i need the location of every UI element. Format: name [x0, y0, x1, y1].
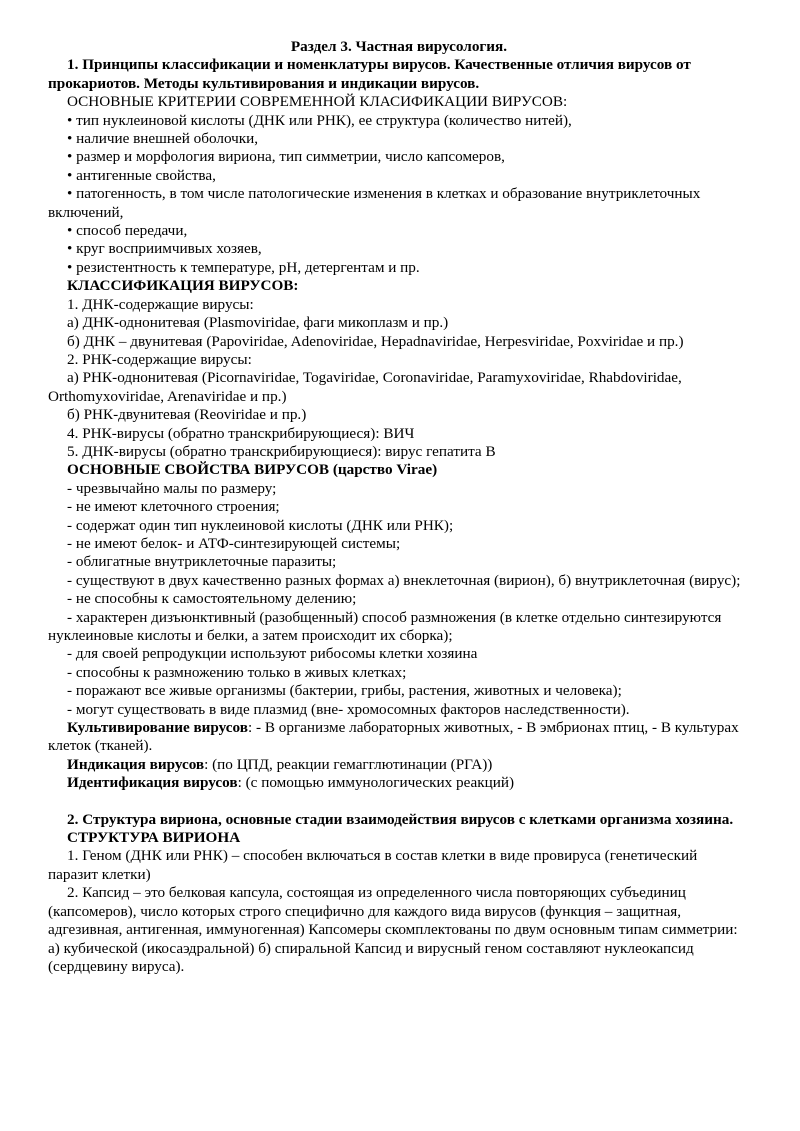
classification-item: 2. РНК-содержащие вирусы: [67, 350, 252, 368]
property-item: - не имеют белок- и АТФ-синтезирующей системы; [67, 534, 401, 552]
classification-item: а) ДНК-однонитевая (Plasmoviridae, фаги микоплазм и пр.) [67, 314, 449, 332]
cultivation-label: Культивирование вирусов [67, 719, 248, 737]
classification-item: б) ДНК – двунитевая (Papoviridae, Adenoviridae, Hepadnaviridae, Herpesviridae, Poxviridae и пр.) [67, 332, 684, 350]
criteria-item: • круг восприимчивых хозяев, [67, 240, 262, 258]
identification-text: : (с помощью иммунологических реакций) [237, 774, 515, 792]
structure-item: 2. Капсид – это белковая капсула, состоящая из определенного числа повторяющих субъединиц (капсомеров), число которых строго специфично для каждого вида вирусов (функция – защитная, адгезивная, антигенная, иммуногенная) Капсомеры скомплектованы по двум основным типам симметрии: а) кубической (икосаэдральной) б) спиральной Капсид и вирусный геном составляют нуклеокапсид (сердцевину вируса). [48, 884, 738, 975]
criteria-item: • антигенные свойства, [67, 166, 216, 184]
property-item: - облигатные внутриклеточные паразиты; [67, 553, 337, 571]
property-item: - характерен дизъюнктивный (разобщенный) способ размножения (в клетке отдельно синтезируются нуклеиновые кислоты и белки, а затем происходит их сборка); [48, 608, 722, 644]
property-item: - поражают все живые организмы (бактерии, грибы, растения, животных и человека); [67, 682, 622, 700]
property-item: - существуют в двух качественно разных формах а) внеклеточная (вирион), б) внутриклеточная (вирус); [67, 571, 741, 589]
criteria-item: • наличие внешней оболочки, [67, 130, 259, 148]
indication-paragraph [48, 756, 750, 774]
q1-heading: 1. Принципы классификации и номенклатуры вирусов. Качественные отличия вирусов от прокариотов. Методы культивирования и индикации вирусов. [48, 56, 691, 92]
criteria-item: • способ передачи, [67, 222, 188, 240]
identification-paragraph [48, 774, 750, 792]
structure-title: СТРУКТУРА ВИРИОНА [67, 829, 241, 847]
identification-label: Идентификация вирусов [67, 774, 238, 792]
criteria-item: • тип нуклеиновой кислоты (ДНК или РНК), ее структура (количество нитей), [67, 111, 572, 129]
criteria-item: • размер и морфология вириона, тип симметрии, число капсомеров, [67, 148, 505, 166]
classification-item: 4. РНК-вирусы (обратно транскрибирующиеся): ВИЧ [67, 424, 415, 442]
cultivation-paragraph [48, 719, 750, 756]
classification-item: 5. ДНК-вирусы (обратно транскрибирующиеся): вирус гепатита B [67, 442, 496, 460]
properties-title: ОСНОВНЫЕ СВОЙСТВА ВИРУСОВ (царство Virae) [67, 461, 438, 479]
q2-heading: 2. Структура вириона, основные стадии взаимодействия вирусов с клетками организма хозяина. [67, 810, 734, 828]
criteria-title: ОСНОВНЫЕ КРИТЕРИИ СОВРЕМЕННОЙ КЛАСИФИКАЦИИ ВИРУСОВ: [67, 93, 568, 111]
property-item: - не имеют клеточного строения; [67, 498, 280, 516]
structure-item: 1. Геном (ДНК или РНК) – способен включаться в состав клетки в виде провируса (генетический паразит клетки) [48, 847, 698, 883]
property-item: - способны к размножению только в живых клетках; [67, 663, 407, 681]
classification-item: 1. ДНК-содержащие вирусы: [67, 295, 254, 313]
indication-text: : (по ЦПД, реакции гемагглютинации (РГА)) [204, 755, 493, 773]
classification-title: КЛАССИФИКАЦИЯ ВИРУСОВ: [67, 277, 299, 295]
property-item: - могут существовать в виде плазмид (вне- хромосомных факторов наследственности). [67, 700, 630, 718]
section-title: Раздел 3. Частная вирусология. [290, 38, 508, 55]
criteria-item: • резистентность к температуре, pH, детергентам и пр. [67, 258, 420, 276]
classification-item: а) РНК-однонитевая (Picornaviridae, Togaviridae, Coronaviridae, Paramyxoviridae, Rhabdoviridae, Orthomyxoviridae, Arenaviridae и пр.) [48, 369, 682, 405]
property-item: - не способны к самостоятельному делению; [67, 590, 357, 608]
indication-label: Индикация вирусов [67, 755, 205, 773]
property-item: - чрезвычайно малы по размеру; [67, 479, 277, 497]
paragraph-gap [48, 793, 750, 811]
cultivation-text: : - В организме лабораторных животных, - В эмбрионах птиц, - В культурах клеток (тканей). [48, 719, 739, 755]
criteria-item: • патогенность, в том числе патологические изменения в клетках и образование внутриклеточных включений, [48, 185, 701, 221]
property-item: - содержат один тип нуклеиновой кислоты (ДНК или РНК); [67, 516, 454, 534]
property-item: - для своей репродукции используют рибосомы клетки хозяина [67, 645, 478, 663]
classification-item: б) РНК-двунитевая (Reoviridae и пр.) [67, 406, 307, 424]
